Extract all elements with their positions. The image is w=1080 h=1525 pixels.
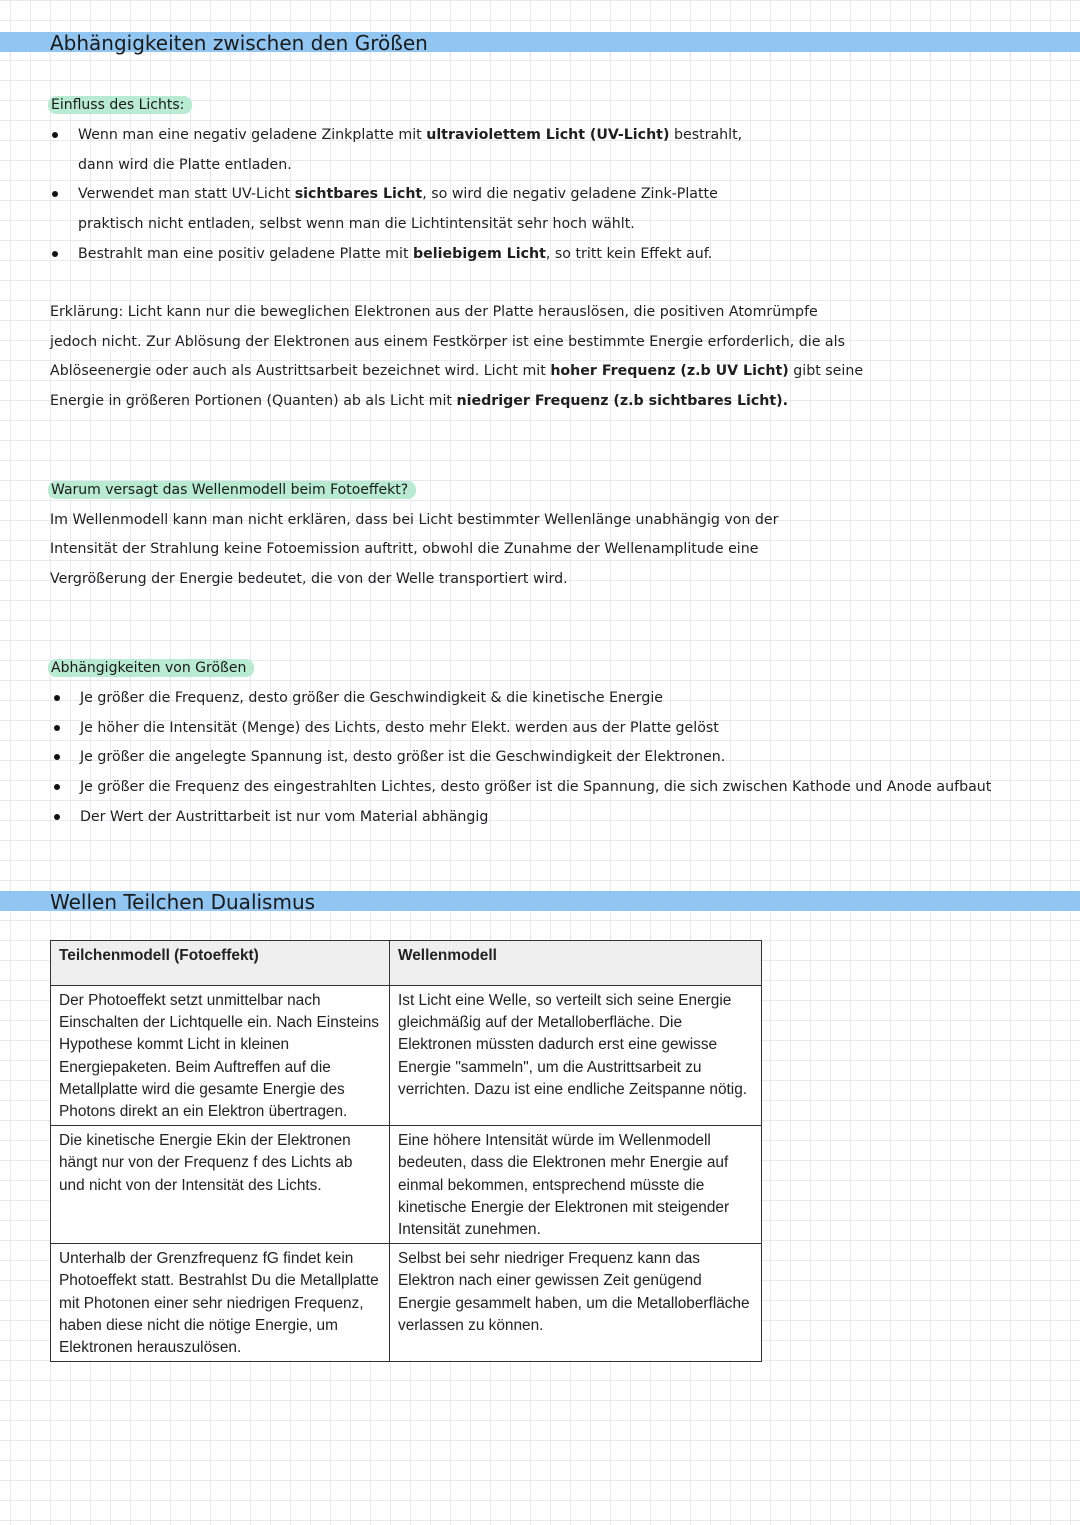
table-row [51,1244,762,1362]
bullet-icon [54,725,60,731]
table-cell: Unterhalb der Grenzfrequenz fG findet kein Photoeffekt statt. Bestrahlst Du die Metallplatte mit Photonen einer sehr niedrigen Frequenz, haben diese nicht die nötige Energie, um Elektronen herauszulösen. [51,1244,390,1362]
bold-text: sichtbares Licht [294,186,423,202]
dependency-item: Je größer die Frequenz des eingestrahlten Lichtes, desto größer ist die Spannung, die sich zwischen Kathode und Anode aufbaut [80,779,992,795]
explanation-line [50,391,788,411]
bullet-icon [54,784,60,790]
bullet-text-cont: praktisch nicht entladen, selbst wenn man die Lichtintensität sehr hoch wählt. [78,216,635,232]
dependency-item: Je größer die Frequenz, desto größer die Geschwindigkeit & die kinetische Energie [80,690,664,706]
subheading-dependencies: Abhängigkeiten von Größen [48,659,254,677]
bullet-text [78,244,712,264]
comparison-table [50,940,762,1362]
text: Wenn man eine negativ geladene Zinkplatte mit [78,127,427,143]
table-header-row [51,941,762,986]
table-row [51,1126,762,1244]
table-cell: Der Photoeffekt setzt unmittelbar nach Einschalten der Lichtquelle ein. Nach Einsteins Hypothese kommt Licht in kleinen Energiepaketen. Beim Auftreffen auf die Metallplatte wird die gesamte Energie des Photons direkt an ein Elektron übertragen. [51,986,390,1126]
bullet-icon [52,191,58,197]
bold-text: niedriger Frequenz (z.b sichtbares Licht). [456,393,789,409]
explanation-line: Erklärung: Licht kann nur die beweglichen Elektronen aus der Platte herauslösen, die positiven Atomrümpfe [50,304,818,320]
bold-text: ultraviolettem Licht (UV-Licht) [426,127,670,143]
text: , so tritt kein Effekt auf. [545,246,713,262]
text: bestrahlt, [669,127,743,143]
bullet-text [78,125,742,145]
bullet-icon [52,132,58,138]
section-title: Abhängigkeiten zwischen den Größen [50,31,428,55]
wave-text-line: Vergrößerung der Energie bedeutet, die von der Welle transportiert wird. [50,571,568,587]
bullet-icon [54,754,60,760]
table-cell: Selbst bei sehr niedriger Frequenz kann das Elektron nach einer gewissen Zeit genügend Energie gesammelt haben, um die Metalloberfläche verlassen zu können. [390,1244,762,1362]
table-row [51,986,762,1126]
table-header: Wellenmodell [390,941,762,986]
wave-text-line: Intensität der Strahlung keine Fotoemission auftritt, obwohl die Zunahme der Wellenamplitude eine [50,541,759,557]
table-cell: Eine höhere Intensität würde im Wellenmodell bedeuten, dass die Elektronen mehr Energie auf einmal bekommen, entsprechend müsste die kinetische Energie der Elektronen mit steigender Intensität zunehmen. [390,1126,762,1244]
bold-text: beliebigem Licht [413,246,546,262]
text: Bestrahlt man eine positiv geladene Platte mit [78,246,414,262]
text: Ablöseenergie oder auch als Austrittsarbeit bezeichnet wird. Licht mit [50,363,551,379]
bullet-icon [54,814,60,820]
explanation-line [50,361,863,381]
explanation-line: jedoch nicht. Zur Ablösung der Elektronen aus einem Festkörper ist eine bestimmte Energie erforderlich, die als [50,334,845,350]
dependency-item: Je höher die Intensität (Menge) des Lichts, desto mehr Elekt. werden aus der Platte gelöst [80,720,719,736]
bullet-icon [52,251,58,257]
wave-text-line: Im Wellenmodell kann man nicht erklären, dass bei Licht bestimmter Wellenlänge unabhängig von der [50,512,779,528]
table-cell: Die kinetische Energie Ekin der Elektronen hängt nur von der Frequenz f des Lichts ab und nicht von der Intensität des Lichts. [51,1126,390,1244]
dependency-item: Der Wert der Austrittarbeit ist nur vom Material abhängig [80,809,489,825]
dependency-item: Je größer die angelegte Spannung ist, desto größer ist die Geschwindigkeit der Elektronen. [80,749,726,765]
text: gibt seine [788,363,864,379]
bullet-icon [54,695,60,701]
table-header: Teilchenmodell (Fotoeffekt) [51,941,390,986]
text: , so wird die negativ geladene Zink-Platte [422,186,718,202]
subheading-light: Einfluss des Lichts: [48,96,192,114]
text: Energie in größeren Portionen (Quanten) ab als Licht mit [50,393,457,409]
section-title: Wellen Teilchen Dualismus [50,890,316,914]
bold-text: hoher Frequenz (z.b UV Licht) [550,363,789,379]
text: Verwendet man statt UV-Licht [78,186,295,202]
bullet-text [78,184,718,204]
subheading-wave: Warum versagt das Wellenmodell beim Fotoeffekt? [48,481,416,499]
table-cell: Ist Licht eine Welle, so verteilt sich seine Energie gleichmäßig auf der Metalloberfläche. Die Elektronen müssten dadurch erst eine gewisse Energie "sammeln", um die Austrittsarbeit zu verrichten. Dazu ist eine endliche Zeitspanne nötig. [390,986,762,1126]
bullet-text-cont: dann wird die Platte entladen. [78,157,292,173]
